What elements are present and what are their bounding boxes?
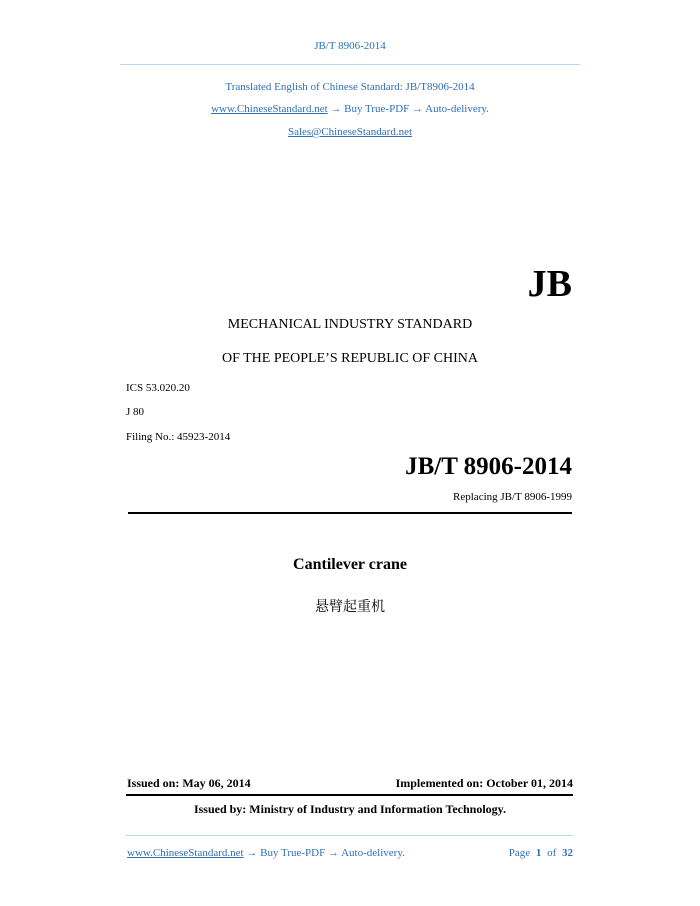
page-current: 1 bbox=[535, 847, 542, 859]
translation-notice: Translated English of Chinese Standard: JB/T8906-2014 bbox=[225, 81, 475, 93]
footer-site-link[interactable]: www.ChineseStandard.net bbox=[127, 847, 244, 859]
issuing-authority: Issued by: Ministry of Industry and Information Technology. bbox=[193, 802, 507, 816]
ics-code: ICS 53.020.20 bbox=[126, 382, 190, 394]
footer-purchase-offer: → Buy True-PDF → Auto-delivery. bbox=[246, 847, 405, 859]
footer-divider bbox=[126, 835, 573, 836]
page-of: of bbox=[547, 847, 557, 859]
email-line bbox=[0, 126, 700, 138]
title-rule bbox=[128, 512, 572, 514]
document-title-zh: 悬臂起重机 bbox=[315, 599, 385, 615]
standard-number: JB/T 8906-2014 bbox=[405, 453, 572, 480]
site-link[interactable]: www.ChineseStandard.net bbox=[211, 103, 328, 115]
dates-rule bbox=[126, 794, 573, 796]
replacing-note: Replacing JB/T 8906-1999 bbox=[453, 491, 572, 503]
issued-on-date: Issued on: May 06, 2014 bbox=[127, 776, 251, 790]
ccs-code: J 80 bbox=[126, 406, 145, 418]
page-total: 32 bbox=[562, 847, 573, 859]
page-indicator bbox=[509, 847, 573, 859]
document-title-en: Cantilever crane bbox=[293, 556, 407, 573]
jb-mark: JB bbox=[527, 263, 572, 305]
email-link[interactable]: Sales@ChineseStandard.net bbox=[287, 126, 413, 138]
implemented-on-date: Implemented on: October 01, 2014 bbox=[395, 776, 573, 790]
filing-number: Filing No.: 45923-2014 bbox=[126, 431, 231, 443]
running-header-code: JB/T 8906-2014 bbox=[314, 40, 386, 52]
purchase-offer: → Buy True-PDF → Auto-delivery. bbox=[330, 103, 489, 115]
footer-purchase-line bbox=[127, 847, 405, 859]
standard-title-line2: OF THE PEOPLE’S REPUBLIC OF CHINA bbox=[221, 351, 479, 366]
header-divider bbox=[120, 64, 580, 65]
standard-title-line1: MECHANICAL INDUSTRY STANDARD bbox=[227, 317, 473, 332]
page-label: Page bbox=[508, 847, 531, 859]
purchase-line bbox=[0, 103, 700, 115]
